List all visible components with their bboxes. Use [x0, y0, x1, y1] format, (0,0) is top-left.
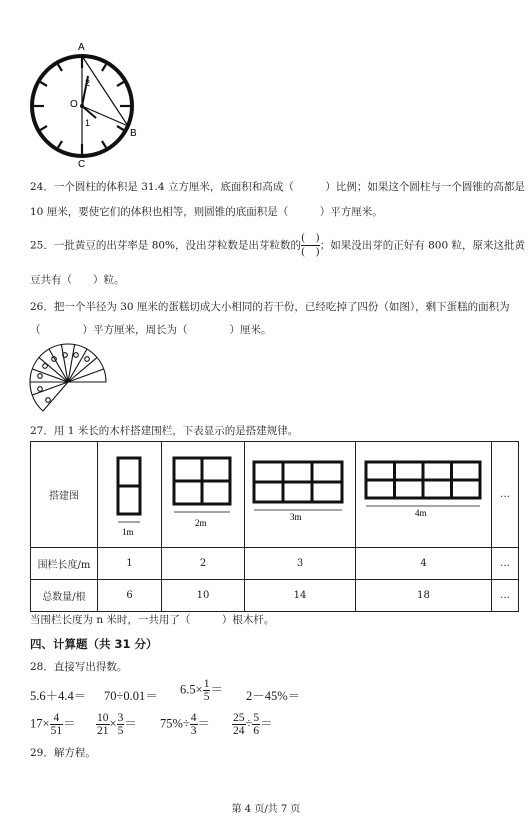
q24-line1: 24．一个圆柱的体积是 31.4 立方厘米，底面积和高成（ ）比例；如果这个圆柱与一个圆锥的高都是 [30, 181, 525, 193]
q25-blank-fraction: $\frac{( )}{( )}$ [301, 232, 320, 258]
dim-4m: 4m [414, 508, 427, 518]
count-2: 10 [162, 580, 245, 612]
count-4: 18 [356, 580, 492, 612]
expr-5: 17× $\frac{4}{51}$ ＝ [30, 712, 76, 737]
clock-label-1: 1 [85, 118, 91, 128]
fence-4m [356, 442, 492, 548]
clock-label-b: B [130, 128, 137, 139]
page-number: 第 4 页/共 7 页 [231, 804, 301, 815]
section-4-title: 四、计算题（共 31 分） [30, 637, 158, 651]
count-more: … [492, 580, 519, 612]
length-1: 1 [98, 548, 162, 580]
fence-3m [245, 442, 356, 548]
q25-part2: ；如果没出芽的正好有 800 粒，原来这批黄 [319, 239, 525, 252]
length-2: 2 [162, 548, 245, 580]
dim-3m: 3m [290, 512, 302, 522]
q28-title: 28．直接写出得数。 [30, 661, 128, 673]
cake-figure [28, 342, 108, 420]
expr-6: $\frac{10}{21}$ × $\frac{3}{5}$ ＝ [97, 712, 137, 737]
q27-table [30, 441, 519, 612]
dim-2m: 2m [195, 518, 207, 528]
q26-line2: （ ）平方厘米，周长为（ ）厘米。 [30, 324, 272, 336]
q24-line2: 10 厘米，要使它们的体积也相等，则圆锥的底面积是（ ）平方厘米。 [30, 206, 383, 218]
clock-figure [28, 40, 148, 170]
length-more: … [492, 548, 519, 580]
clock-label-2: 2 [85, 78, 91, 88]
clock-label-o: O [70, 99, 78, 110]
expr-1: 5.6＋4.4＝ [30, 689, 87, 703]
expr-3: 6.5× $\frac{1}{5}$ ＝ [180, 678, 223, 703]
row-label-diagram: 搭建图 [31, 442, 98, 548]
clock-label-c: C [78, 159, 86, 170]
row-label-length: 围栏长度/m [31, 548, 98, 580]
q29-title: 29．解方程。 [30, 747, 96, 759]
dim-1m: 1m [121, 527, 134, 537]
q26-line1: 26．把一个半径为 30 厘米的蛋糕切成大小相同的若干份，已经吃掉了四份（如图），剩下蛋糕的面积为 [30, 301, 510, 313]
count-3: 14 [245, 580, 356, 612]
expr-8: $\frac{25}{24}$ ÷ $\frac{5}{6}$ ＝ [233, 712, 273, 737]
q25-part1: 25．一批黄豆的出芽率是 80%，没出芽粒数是出芽粒数的 [30, 239, 302, 252]
q25-line1 [30, 232, 525, 259]
expr-2: 70÷0.01＝ [104, 689, 158, 703]
expr-7: 75%÷ $\frac{4}{3}$ ＝ [160, 712, 211, 737]
q27-answer: 当围栏长度为 n 米时，一共用了（ ）根木杆。 [30, 614, 275, 626]
row-label-count: 总数量/根 [31, 580, 98, 612]
fence-more: … [492, 442, 519, 548]
expr-4: 2－45%＝ [246, 689, 301, 703]
q27-line1: 27．用 1 米长的木杆搭建围栏，下表显示的是搭建规律。 [30, 425, 299, 437]
count-1: 6 [98, 580, 162, 612]
length-4: 4 [356, 548, 492, 580]
q25-line2: 豆共有（ ）粒。 [30, 274, 125, 286]
fence-2m [162, 442, 245, 548]
length-3: 3 [245, 548, 356, 580]
clock-label-a: A [78, 42, 85, 53]
fence-1m [98, 442, 162, 548]
